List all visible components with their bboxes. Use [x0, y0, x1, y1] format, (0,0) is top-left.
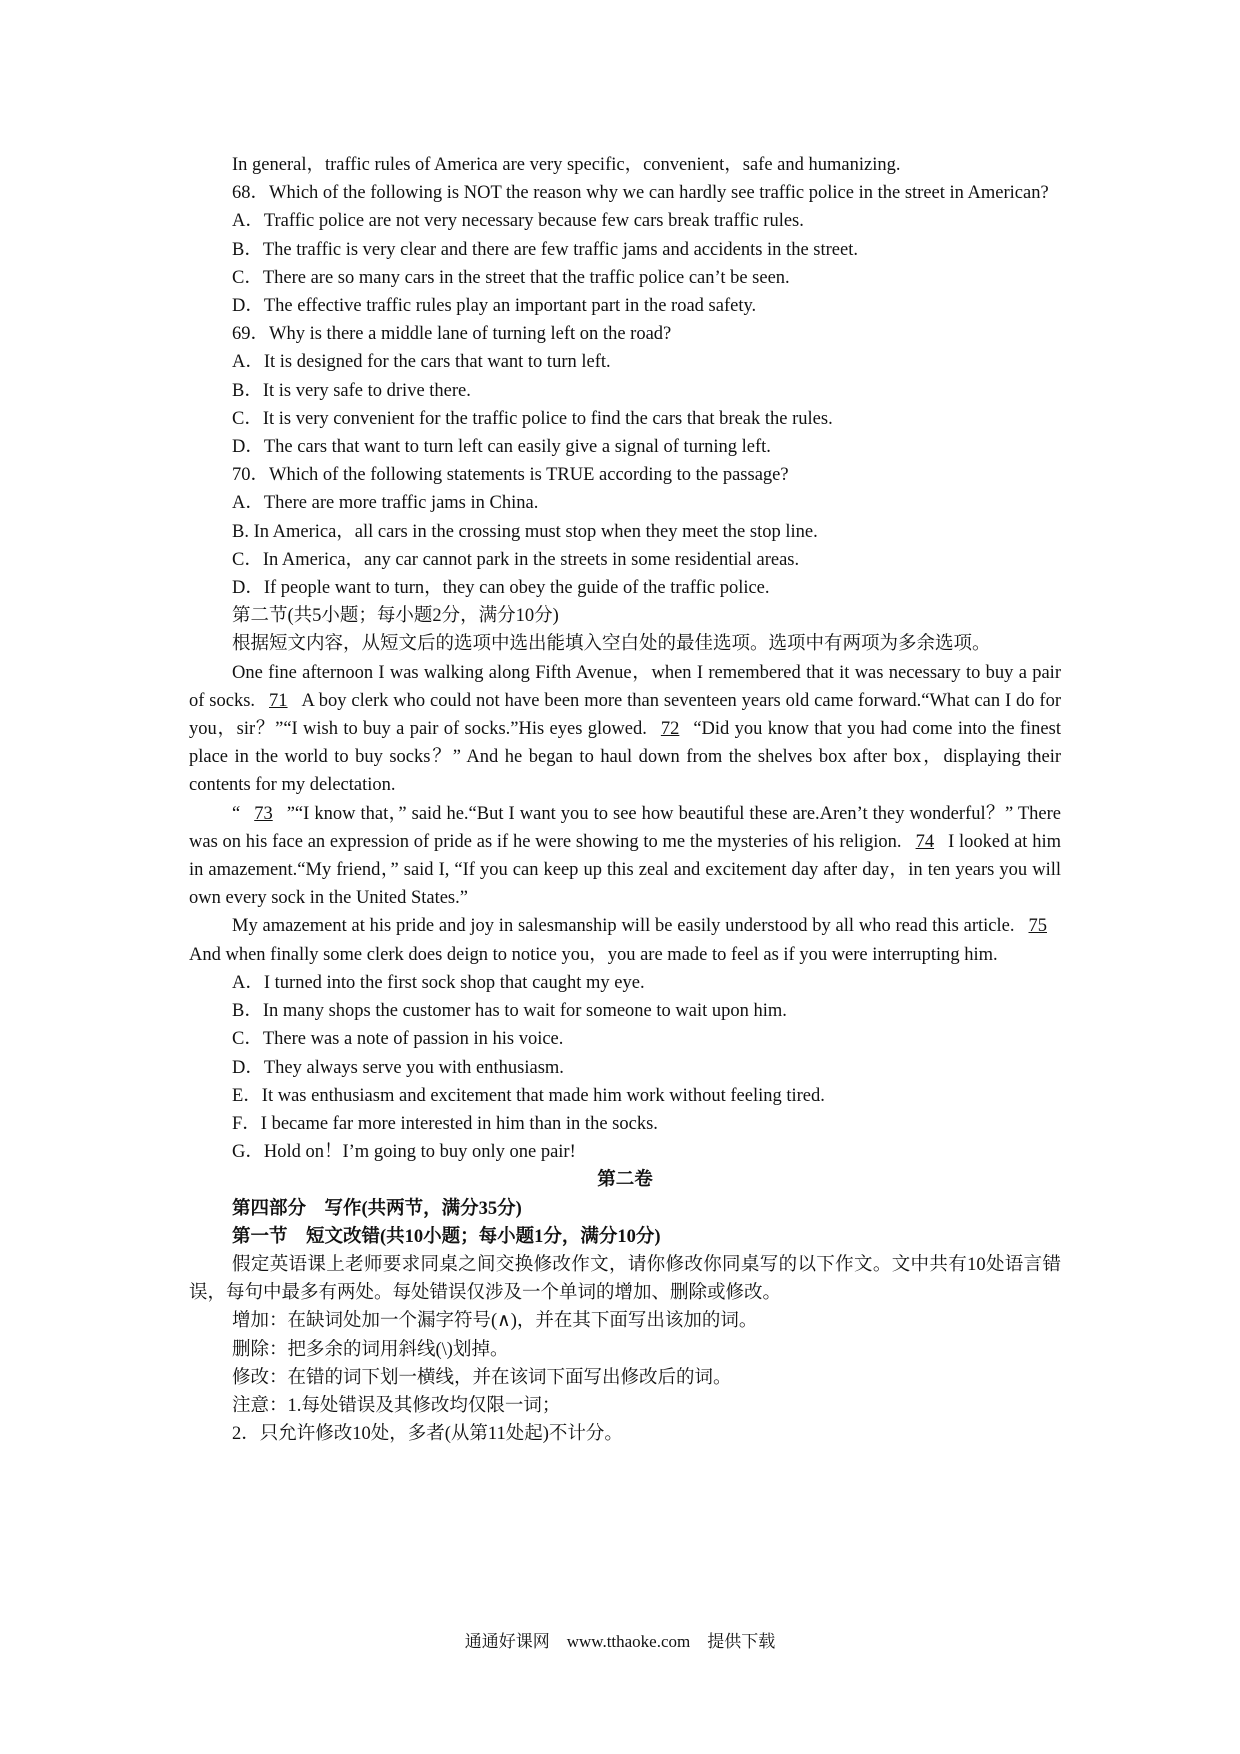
option-e: E．It was enthusiasm and excitement that made him work without feeling tired. [232, 1085, 825, 1106]
blank-71: 71 [269, 690, 288, 711]
blank-74: 74 [915, 831, 935, 852]
question-68-option-b: B．The traffic is very clear and there are few traffic jams and accidents in the street. [232, 239, 858, 260]
question-68-option-d: D．The effective traffic rules play an important part in the road safety. [232, 296, 757, 317]
passage-conclusion: In general，traffic rules of America are very specific，convenient，safe and humanizing. [232, 155, 901, 175]
passage-text: My amazement at his pride and joy in salesmanship will be easily understood by all who read this article. [232, 916, 1015, 937]
section-2-instruction: 根据短文内容，从短文后的选项中选出能填入空白处的最佳选项。选项中有两项为多余选项。 [232, 634, 991, 655]
question-69-option-b: B．It is very safe to drive there. [232, 380, 471, 401]
question-68-option-c: C．There are so many cars in the street that the traffic police can’t be seen. [232, 267, 790, 288]
question-68-option-a: A．Traffic police are not very necessary because few cars break traffic rules. [232, 211, 804, 232]
option-d: D．They always serve you with enthusiasm. [232, 1057, 564, 1078]
error-correction-delete-rule: 删除：把多余的词用斜线(\)划掉。 [232, 1339, 509, 1360]
option-a: A．I turned into the first sock shop that caught my eye. [232, 972, 645, 993]
passage-paragraph-3 [189, 912, 1061, 968]
option-c: C．There was a note of passion in his voice. [232, 1029, 564, 1050]
page-footer: 通通好课网 www.tthaoke.com 提供下载 [464, 1632, 776, 1651]
passage-text: I looked at him in amazement.“My friend，” said I, “If you can keep up this zeal and excitement day after day，in ten years you will own every sock in the United States.” [189, 831, 1061, 909]
passage-text: A boy clerk who could not have been more than seventeen years old came forward.“What can I do for you，sir？”“I wish to buy a pair of socks.”His eyes glowed. [189, 690, 1061, 740]
question-70-option-d: D．If people want to turn，they can obey the guide of the traffic police. [232, 578, 770, 599]
blank-75: 75 [1028, 916, 1047, 937]
error-correction-note-2: 2．只允许修改10处，多者(从第11处起)不计分。 [232, 1424, 623, 1445]
passage-text: ”“I know that，” said he.“But I want you to see how beautiful these are.Aren’t they wonderful？” There was on his face an expression of pride as if he were showing to me the mysteries of his religion. [189, 803, 1061, 852]
error-correction-add-rule: 增加：在缺词处加一个漏字符号(∧)，并在其下面写出该加的词。 [232, 1311, 758, 1332]
blank-73: 73 [254, 803, 273, 824]
passage-text: One fine afternoon I was walking along Fifth Avenue，when I remembered that it was necessary to buy a pair of socks. [189, 662, 1061, 711]
question-69-option-c: C．It is very convenient for the traffic police to find the cars that break the rules. [232, 408, 833, 429]
part-4-section-1-heading: 第一节 短文改错(共10小题；每小题1分，满分10分) [232, 1226, 661, 1247]
question-70-option-c: C．In America，any car cannot park in the streets in some residential areas. [232, 549, 800, 570]
question-69-option-a: A．It is designed for the cars that want to turn left. [232, 352, 611, 373]
option-g: G．Hold on！I’m going to buy only one pair! [232, 1142, 576, 1163]
option-b: B．In many shops the customer has to wait for someone to wait upon him. [232, 1001, 787, 1022]
question-70-option-a: A．There are more traffic jams in China. [232, 493, 539, 514]
question-68-stem: 68．Which of the following is NOT the reason why we can hardly see traffic police in the street in American? [232, 183, 1049, 204]
passage-paragraph-2 [189, 800, 1061, 913]
option-f: F．I became far more interested in him than in the socks. [232, 1113, 658, 1134]
error-correction-note-1: 注意：1.每处错误及其修改均仅限一词； [232, 1395, 561, 1416]
passage-paragraph-1 [189, 659, 1061, 800]
passage-text: And when finally some clerk does deign to notice you，you are made to feel as if you were interrupting him. [189, 944, 998, 965]
question-69-option-d: D．The cars that want to turn left can easily give a signal of turning left. [232, 437, 771, 458]
error-correction-intro: 假定英语课上老师要求同桌之间交换修改作文，请你修改你同桌写的以下作文。文中共有10处语言错误，每句中最多有两处。每处错误仅涉及一个单词的增加、删除或修改。 [189, 1254, 1061, 1304]
passage-text: “Did you know that you had come into the finest place in the world to buy socks？” And he began to haul down from the shelves box after box，displaying their contents for my delectation. [189, 719, 1061, 796]
blank-72: 72 [660, 719, 680, 740]
part-4-heading: 第四部分 写作(共两节，满分35分) [232, 1198, 522, 1219]
passage-text: “ [232, 803, 241, 824]
volume-2-heading: 第二卷 [597, 1170, 653, 1191]
question-69-stem: 69．Why is there a middle lane of turning left on the road? [232, 324, 672, 345]
question-70-stem: 70．Which of the following statements is TRUE according to the passage? [232, 465, 789, 486]
section-2-heading: 第二节(共5小题；每小题2分，满分10分) [232, 606, 559, 627]
document-body [189, 151, 1061, 1448]
question-70-option-b: B. In America，all cars in the crossing must stop when they meet the stop line. [232, 521, 818, 542]
error-correction-modify-rule: 修改：在错的词下划一横线，并在该词下面写出修改后的词。 [232, 1367, 732, 1388]
